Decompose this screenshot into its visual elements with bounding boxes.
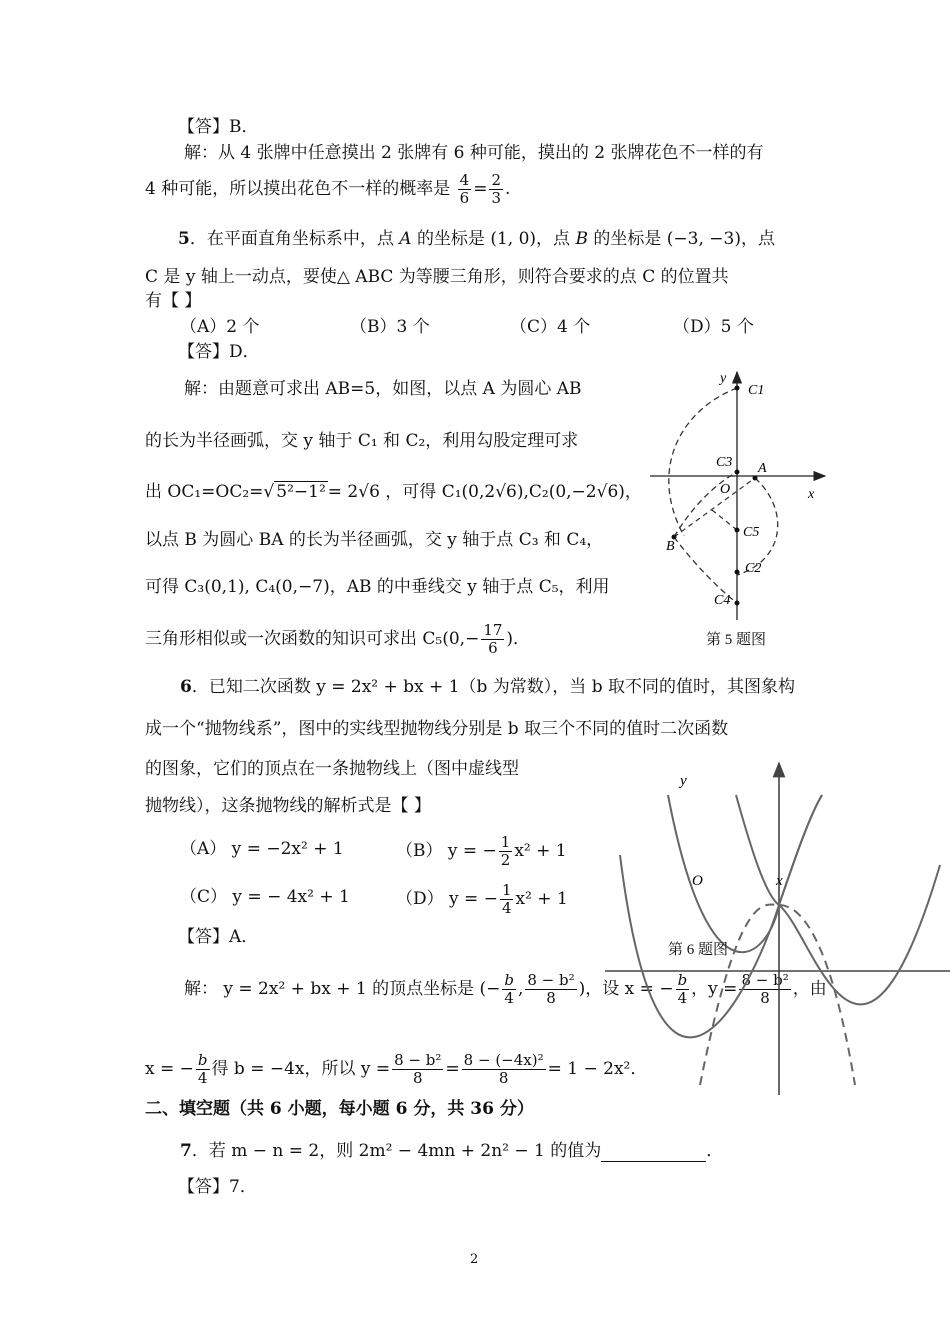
q6-stem-line3: 的图象，它们的顶点在一条抛物线上（图中虚线型 [145,759,519,779]
point-c4 [735,601,740,606]
q7-answer: 【答】7． [178,1177,257,1197]
label-c2: C2 [745,561,762,576]
q5-stem-line1: 5．在平面直角坐标系中，点 A 的坐标是 (1, 0)，点 B 的坐标是 (−3, −3)，点 [178,229,775,249]
q6-figure [600,755,950,1105]
q7-stem: 7．若 m − n = 2，则 2m² − 4mn + 2n² − 1 的值为 ． [180,1141,724,1161]
label-c1: C1 [748,383,765,398]
q5-solution-line2: 的长为半径画弧，交 y 轴于 C₁ 和 C₂，利用勾股定理可求 [145,431,579,451]
label-c3: C3 [716,455,733,470]
q5-option-b: （B）3 个 [350,317,430,337]
label-y: y [720,371,727,386]
fraction-2-3: $\frac{2}{3}$ [491,171,501,207]
label-c5: C5 [743,525,760,540]
q5-solution-line4: 以点 B 为圆心 BA 的长为半径画弧，交 y 轴于点 C₃ 和 C₄， [145,530,604,550]
q6-solution-line1: 解： y = 2x² + bx + 1 的顶点坐标是 (− $\frac{b}{4}$ , $\frac{\text{8 − b²}}{8}$ )，设 x = − $\frac{b}{4}$ ，y = $\frac{\text{8 − b²}}{8}$ ，由 [184,971,827,1007]
q6-option-a: （A） y = −2x² + 1 [180,839,344,859]
q7-answer-blank [601,1145,706,1162]
point-a [753,476,758,481]
q6-stem-line2: 成一个“抛物线系”，图中的实线型抛物线分别是 b 取三个不同的值时二次函数 [145,719,729,739]
q5-answer: 【答】D． [178,342,260,362]
page-number: 2 [470,1252,479,1267]
q6-answer: 【答】A． [178,927,259,947]
q4-solution-line1: 解：从 4 张牌中任意摸出 2 张牌有 6 种可能，摸出的 2 张牌花色不一样的有 [184,143,764,163]
parabola-vertex-locus [700,904,855,1085]
label-o: O [692,873,703,889]
q6-stem-line1: 6．已知二次函数 y = 2x² + bx + 1（b 为常数），当 b 取不同的值时，其图象构 [180,677,795,697]
q5-option-c: （C）4 个 [510,317,591,337]
q5-stem-line2: C 是 y 轴上一动点，要使△ ABC 为等腰三角形，则符合要求的点 C 的位置共 [145,267,729,287]
q6-stem-line4: 抛物线），这条抛物线的解析式是【 】 [145,796,431,816]
fraction-4-6: $\frac{4}{6}$ [459,171,470,207]
label-a: A [758,461,767,476]
q6-option-c: （C） y = − 4x² + 1 [180,887,350,907]
q5-figure [640,360,840,630]
point-c5 [735,528,740,533]
q5-option-a: （A）2 个 [180,317,260,337]
q4-solution-line2: 4 种可能，所以摸出花色不一样的概率是 $\frac{4}{6}$ = $\frac{2}{3}$ . [145,171,511,207]
section-2-heading: 二、填空题（共 6 小题，每小题 6 分，共 36 分） [145,1099,534,1119]
q6-option-d: （D） y = − $\frac{1}{4}$ x² + 1 [396,881,568,917]
q5-solution-line1: 解：由题意可求出 AB=5，如图，以点 A 为圆心 AB [184,379,582,399]
label-x: x [808,487,815,502]
point-c2 [735,570,740,575]
perpendicular-bisector [712,510,737,530]
q6-option-b: （B） y = − $\frac{1}{2}$ x² + 1 [396,833,567,869]
q5-option-d: （D）5 个 [673,317,754,337]
point-c3 [735,470,740,475]
label-b: B [666,539,675,554]
point-c1 [735,386,740,391]
q5-solution-line5: 可得 C₃(0,1), C₄(0,−7)，AB 的中垂线交 y 轴于点 C₅，利用 [145,577,610,597]
q6-solution-line2: x = − $\frac{b}{4}$ 得 b = −4x，所以 y = $\frac{\text{8 − b²}}{8}$ = $\frac{\text{8 − (−4x)²}}{8}$ = 1 − 2x²． [145,1051,648,1087]
label-o: O [720,482,731,497]
label-x: x [776,873,783,889]
q5-solution-line3: 出 OC₁=OC₂=√ 5²−1² = 2√6 ，可得 C₁(0,2√6),C₂(0,−2√6)， [145,482,642,502]
q6-figure-caption: 第 6 题图 [668,942,729,958]
q5-solution-line6: 三角形相似或一次函数的知识可求出 C₅(0,− $\frac{17}{6}$ )． [145,621,531,657]
q4-answer: 【答】B． [178,117,259,137]
parabola-lower-vertex [620,795,822,1037]
label-c4: C4 [714,593,731,608]
parabola-right-vertex [736,795,940,1004]
label-y: y [680,773,687,789]
q5-stem-line3: 有【 】 [145,291,202,311]
fraction-17-6: $\frac{17}{6}$ [483,621,503,657]
q5-figure-caption: 第 5 题图 [706,632,767,648]
